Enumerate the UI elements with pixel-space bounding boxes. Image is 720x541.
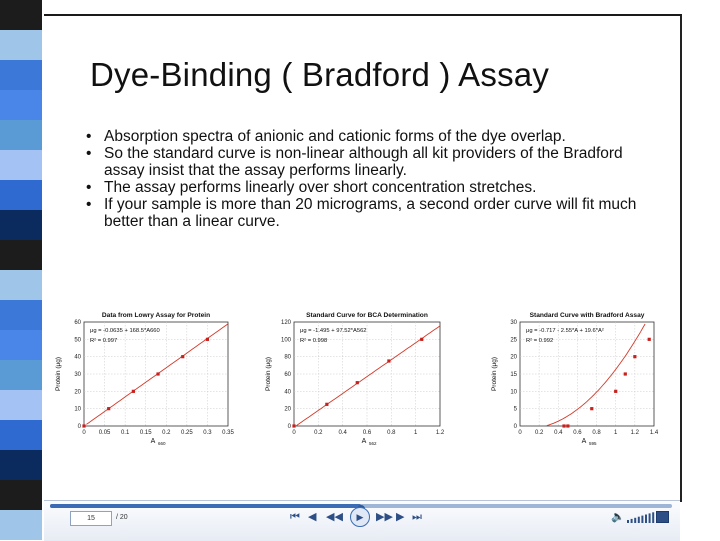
x-tick-label: 0	[518, 430, 522, 436]
sidebar-square	[0, 510, 42, 540]
y-axis-label: Protein (μg)	[265, 356, 272, 392]
data-point	[206, 338, 209, 341]
sidebar-square	[0, 180, 42, 210]
x-tick-label: 0.15	[139, 430, 152, 436]
volume-level-bar	[634, 518, 636, 523]
x-tick-label: 0.25	[181, 430, 193, 436]
sidebar-square	[0, 450, 42, 480]
fit-equation-label: μg = -1.495 + 97.52*A562	[300, 328, 367, 334]
volume-level-bar	[638, 517, 640, 523]
x-tick-label: 1.4	[649, 430, 659, 436]
sidebar-square	[0, 90, 42, 120]
sidebar-square	[0, 150, 42, 180]
volume-level-bar	[641, 516, 643, 523]
chart-title: Standard Curve for BCA Determination	[306, 312, 428, 319]
fit-equation-label: R² = 0.992	[526, 338, 554, 344]
fullscreen-icon[interactable]	[656, 511, 669, 523]
sidebar-square	[0, 480, 42, 510]
data-point	[107, 407, 110, 410]
y-tick-label: 60	[74, 320, 81, 326]
bullet-item: • The assay performs linearly over short concentration stretches.	[78, 179, 653, 196]
fit-equation-label: μg = -0.717 - 2.55*A + 19.6*A²	[526, 328, 604, 334]
x-tick-label: 1.2	[630, 430, 640, 436]
sidebar-square	[0, 210, 42, 240]
rewind-icon[interactable]: ◀◀	[326, 511, 343, 523]
x-tick-label: 0.1	[120, 430, 130, 436]
sidebar-square	[0, 30, 42, 60]
x-tick-label: 0.35	[222, 430, 234, 436]
y-tick-label: 25	[510, 337, 517, 344]
x-tick-label: 0.8	[387, 430, 396, 436]
lowry-chart	[46, 306, 236, 448]
y-tick-label: 20	[74, 389, 81, 396]
y-tick-label: 30	[74, 372, 81, 378]
volume-icon[interactable]: 🔈	[611, 511, 625, 523]
y-tick-label: 30	[510, 320, 517, 326]
y-tick-label: 40	[74, 354, 81, 361]
data-point	[292, 424, 295, 427]
x-tick-label: 0.2	[534, 430, 544, 436]
sidebar-square	[0, 270, 42, 300]
x-tick-label: 1.2	[435, 430, 445, 436]
data-point	[82, 424, 85, 427]
volume-level-bar	[645, 515, 647, 524]
volume-level-bar	[627, 520, 629, 523]
next-slide-icon[interactable]: ▶	[396, 511, 405, 523]
data-point	[387, 359, 390, 362]
x-tick-label: 1	[413, 430, 418, 436]
bullet-list	[78, 128, 653, 230]
data-point	[614, 390, 617, 393]
x-axis-label: A	[581, 438, 587, 445]
y-tick-label: 20	[510, 354, 517, 361]
volume-level-bar	[631, 519, 633, 523]
x-tick-label: 1	[614, 430, 618, 436]
first-slide-icon[interactable]: ⏮	[290, 511, 300, 523]
data-point	[562, 424, 565, 427]
data-point	[420, 338, 423, 341]
y-tick-label: 0	[287, 424, 291, 430]
previous-slide-icon[interactable]: ◀	[308, 511, 317, 523]
x-tick-label: 0	[292, 430, 296, 436]
data-point	[132, 390, 135, 393]
x-tick-label: 0.6	[573, 430, 582, 436]
data-point	[624, 372, 627, 375]
y-tick-label: 50	[74, 337, 81, 344]
x-axis-label: A	[150, 438, 156, 445]
last-slide-icon[interactable]: ⏭	[412, 511, 422, 523]
x-tick-label: 0.4	[554, 430, 563, 436]
x-tick-label: 0.6	[362, 430, 372, 436]
x-tick-label: 0	[82, 430, 86, 436]
x-tick-label: 0.2	[162, 430, 171, 436]
data-point	[356, 381, 359, 384]
chart-title: Standard Curve with Bradford Assay	[529, 312, 645, 319]
volume-level-bar	[652, 512, 654, 523]
sidebar-square	[0, 390, 42, 420]
bullet-item: • So the standard curve is non-linear although all kit providers of the Bradford assay insist that the assay performs linearly.	[78, 145, 653, 179]
decorative-sidebar	[0, 0, 42, 540]
slide-total-label: / 20	[116, 514, 128, 521]
volume-slider[interactable]	[624, 511, 660, 523]
y-tick-label: 15	[510, 372, 517, 378]
data-point	[648, 338, 651, 341]
y-tick-label: 10	[74, 406, 81, 413]
y-axis-label: Protein (μg)	[491, 356, 498, 392]
sidebar-square	[0, 360, 42, 390]
data-point	[590, 407, 593, 410]
sidebar-square	[0, 420, 42, 450]
fast-forward-icon[interactable]: ▶▶	[376, 511, 393, 523]
bullet-item: • Absorption spectra of anionic and cationic forms of the dye overlap.	[78, 128, 653, 145]
bradford-chart	[482, 306, 662, 448]
fit-equation-label: μg = -0.0635 + 168.5*A660	[90, 328, 160, 334]
progress-fill	[50, 504, 361, 508]
data-point	[325, 403, 328, 406]
sidebar-square	[0, 240, 42, 270]
x-tick-label: 0.3	[203, 430, 212, 436]
sidebar-square	[0, 300, 42, 330]
fit-equation-label: R² = 0.998	[300, 338, 328, 344]
volume-level-bar	[649, 513, 651, 523]
bullet-item: • If your sample is more than 20 micrograms, a second order curve will fit much better than a linear curve.	[78, 196, 653, 230]
x-tick-label: 0.05	[98, 430, 111, 436]
slide-title: Dye-Binding ( Bradford ) Assay	[90, 56, 550, 93]
sidebar-square	[0, 120, 42, 150]
y-tick-label: 0	[77, 424, 81, 430]
bca-chart	[256, 306, 448, 448]
player-controls-bar	[44, 500, 680, 541]
y-tick-label: 20	[284, 406, 291, 413]
data-point	[633, 355, 636, 358]
x-axis-label-subscript: 562	[369, 441, 377, 446]
y-tick-label: 0	[513, 424, 517, 430]
y-tick-label: 100	[280, 337, 291, 344]
y-tick-label: 40	[284, 389, 291, 396]
y-tick-label: 10	[510, 389, 517, 396]
slide-number-input[interactable]: 15	[70, 511, 112, 526]
x-axis-label-subscript: 660	[158, 441, 166, 446]
y-tick-label: 80	[284, 354, 291, 361]
x-axis-label: A	[361, 438, 367, 445]
data-point	[566, 424, 569, 427]
x-tick-label: 0.4	[338, 430, 347, 436]
sidebar-square	[0, 60, 42, 90]
x-tick-label: 0.2	[314, 430, 323, 436]
data-point	[181, 355, 184, 358]
y-tick-label: 5	[513, 406, 517, 413]
y-tick-label: 120	[280, 320, 291, 326]
sidebar-square	[0, 0, 42, 30]
fit-equation-label: R² = 0.997	[90, 338, 118, 344]
y-tick-label: 60	[284, 372, 291, 378]
x-axis-label-subscript: 595	[589, 441, 597, 446]
chart-title: Data from Lowry Assay for Protein	[101, 312, 211, 319]
y-axis-label: Protein (μg)	[55, 356, 62, 392]
sidebar-square	[0, 330, 42, 360]
x-tick-label: 0.8	[592, 430, 601, 436]
play-icon[interactable]: ▶	[350, 507, 370, 527]
data-point	[156, 372, 159, 375]
